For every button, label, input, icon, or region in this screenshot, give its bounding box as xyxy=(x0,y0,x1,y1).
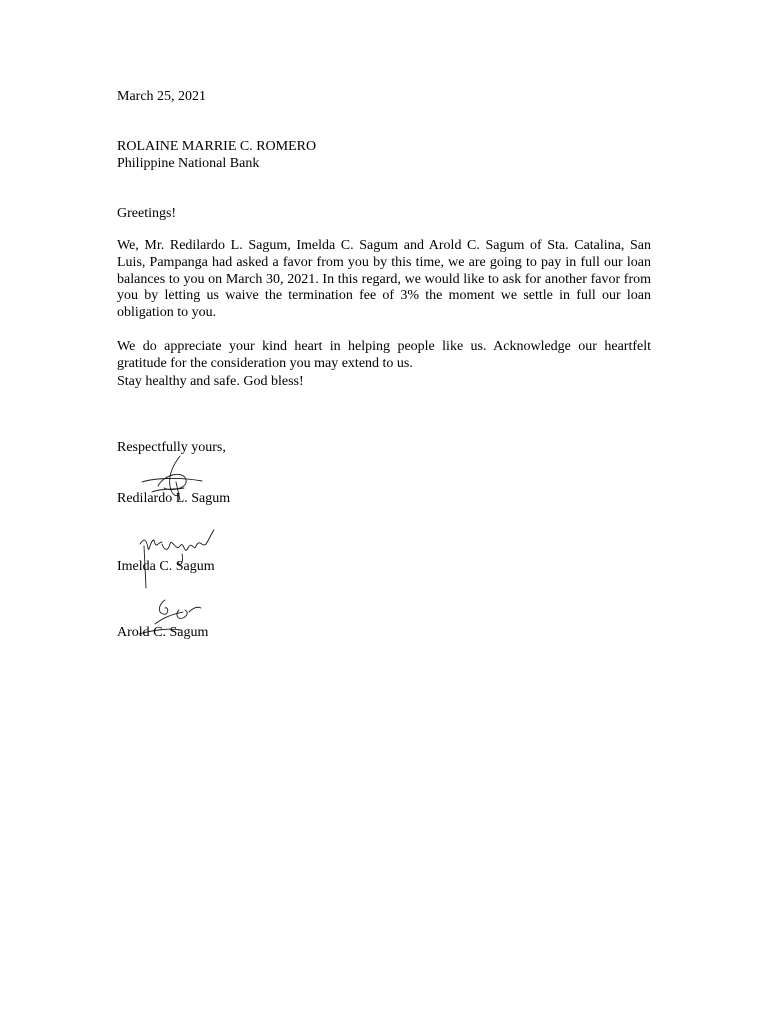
complimentary-close: Respectfully yours, xyxy=(117,440,226,455)
recipient-name: ROLAINE MARRIE C. ROMERO xyxy=(117,139,317,154)
body-paragraph-1: We, Mr. Redilardo L. Sagum, Imelda C. Sagum and Arold C. Sagum of Sta. Catalina, San Luis, Pampanga had asked a favor from you by this time, we are going to pay in full our loan balances to you on March 30, 2021. In this regard, we would like to ask for another favor from you by letting us waive the termination fee of 3% the moment we settle in full our loan obligation to you. xyxy=(117,238,651,321)
greeting: Greetings! xyxy=(117,206,177,221)
closing-wish: Stay healthy and safe. God bless! xyxy=(117,374,304,389)
signatory-name-3: Arold C. Sagum xyxy=(117,625,209,640)
body-paragraph-2: We do appreciate your kind heart in helping people like us. Acknowledge our heartfelt gratitude for the consideration you may extend to us. xyxy=(117,339,651,371)
letter-date: March 25, 2021 xyxy=(117,89,207,104)
recipient-organization: Philippine National Bank xyxy=(117,156,260,171)
signatory-name-2: Imelda C. Sagum xyxy=(117,559,215,574)
signatory-name-1: Redilardo L. Sagum xyxy=(117,491,231,506)
